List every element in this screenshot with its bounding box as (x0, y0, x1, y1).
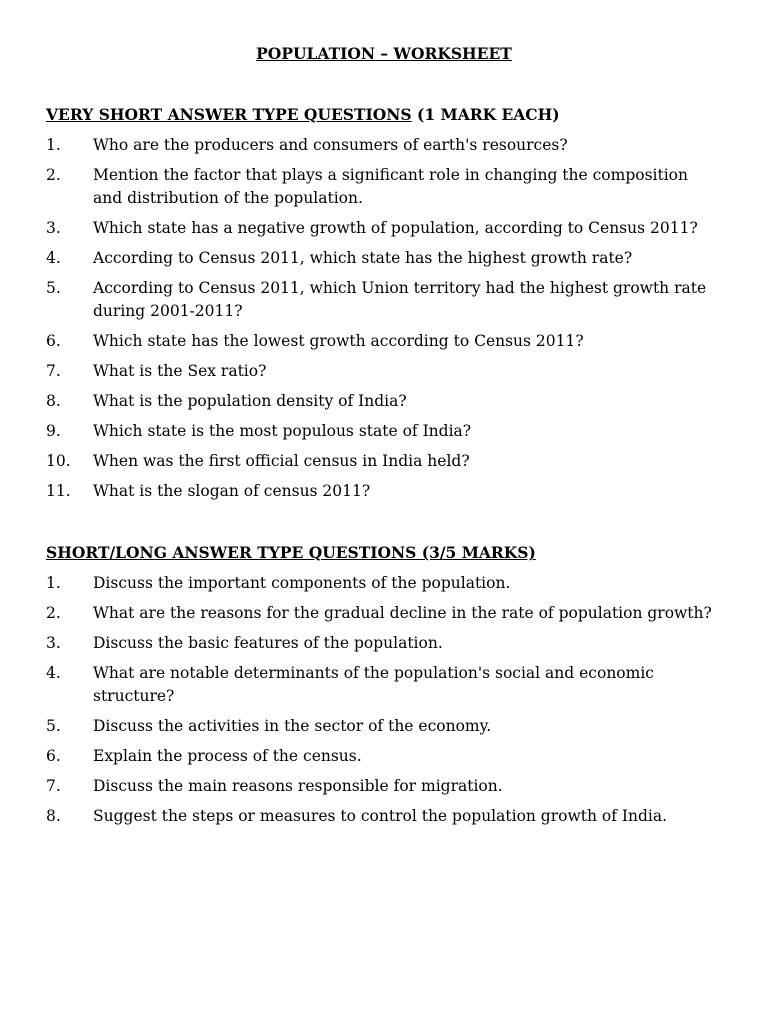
question-number: 3. (46, 219, 61, 237)
question-item (46, 217, 714, 240)
question-item (46, 134, 714, 157)
question-text: Mention the factor that plays a significant role in changing the composition and distribution of the population. (93, 166, 688, 207)
question-number: 1. (46, 136, 61, 154)
question-number: 8. (46, 807, 61, 825)
question-item (46, 602, 714, 625)
question-text: Discuss the basic features of the population. (93, 634, 443, 652)
section-heading-marks: (1 MARK EACH) (411, 105, 560, 124)
question-text: Which state is the most populous state of India? (93, 422, 472, 440)
question-number: 2. (46, 166, 61, 184)
question-number: 11. (46, 482, 71, 500)
section-heading-main: SHORT/LONG ANSWER TYPE QUESTIONS (3/5 MARKS) (46, 543, 536, 562)
question-item (46, 715, 714, 738)
worksheet-title: POPULATION – WORKSHEET (256, 44, 512, 63)
question-text: What is the Sex ratio? (93, 362, 267, 380)
question-text: Which state has a negative growth of population, according to Census 2011? (93, 219, 698, 237)
question-number: 3. (46, 634, 61, 652)
question-item (46, 247, 714, 270)
question-text: What is the slogan of census 2011? (93, 482, 371, 500)
question-number: 6. (46, 747, 61, 765)
question-number: 4. (46, 249, 61, 267)
question-text: Suggest the steps or measures to control the population growth of India. (93, 807, 668, 825)
question-number: 2. (46, 604, 61, 622)
question-item (46, 330, 714, 353)
question-item (46, 390, 714, 413)
question-text: Which state has the lowest growth according to Census 2011? (93, 332, 584, 350)
question-text: What are the reasons for the gradual decline in the rate of population growth? (93, 604, 712, 622)
question-number: 6. (46, 332, 61, 350)
question-item (46, 745, 714, 768)
question-number: 5. (46, 279, 61, 297)
question-text: Discuss the important components of the population. (93, 574, 511, 592)
very-short-question-list (46, 134, 714, 510)
question-text: What is the population density of India? (93, 392, 407, 410)
question-number: 10. (46, 452, 71, 470)
question-number: 9. (46, 422, 61, 440)
question-number: 8. (46, 392, 61, 410)
question-text: When was the first official census in India held? (93, 452, 470, 470)
question-item (46, 450, 714, 473)
question-text: According to Census 2011, which Union territory had the highest growth rate during 2001-2011? (93, 279, 707, 320)
question-number: 7. (46, 777, 61, 795)
question-number: 7. (46, 362, 61, 380)
question-item (46, 420, 714, 443)
question-item (46, 632, 714, 655)
question-item (46, 480, 714, 503)
question-item (46, 572, 714, 595)
question-text: Who are the producers and consumers of earth's resources? (93, 136, 568, 154)
question-text: Discuss the activities in the sector of the economy. (93, 717, 492, 735)
section-heading-main: VERY SHORT ANSWER TYPE QUESTIONS (46, 105, 412, 124)
question-item (46, 775, 714, 798)
section-heading-very-short (46, 105, 560, 125)
question-text: According to Census 2011, which state has the highest growth rate? (93, 249, 633, 267)
question-text: Explain the process of the census. (93, 747, 362, 765)
question-item (46, 277, 714, 323)
section-heading-short-long (46, 543, 536, 563)
question-text: What are notable determinants of the population's social and economic structure? (93, 664, 654, 705)
question-item (46, 662, 714, 708)
question-number: 1. (46, 574, 61, 592)
short-long-question-list (46, 572, 714, 835)
question-item (46, 805, 714, 828)
question-number: 5. (46, 717, 61, 735)
question-item (46, 360, 714, 383)
question-number: 4. (46, 664, 61, 682)
question-text: Discuss the main reasons responsible for migration. (93, 777, 503, 795)
question-item (46, 164, 714, 210)
